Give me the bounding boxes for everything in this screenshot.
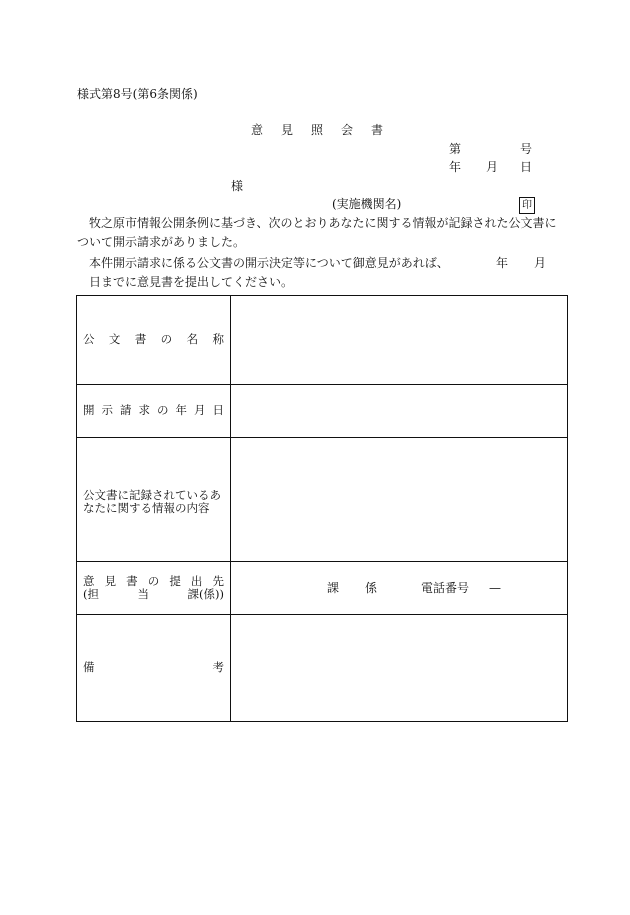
date-month: 月 [486,160,499,174]
label-char: 意 [83,573,95,588]
body-paragraph-2-year: 年 [496,256,509,270]
label-char: 日 [212,403,224,418]
label-char: 当 [137,587,150,601]
document-name-field[interactable] [231,296,568,385]
label-char: の [160,332,173,347]
title-char: 意 [251,123,264,137]
addressee-suffix: 様 [231,179,244,193]
document-title [251,124,383,136]
body-paragraph-2-start: 本件開示請求に係る公文書の開示決定等について御意見があれば、 [89,256,449,270]
label-char: の [157,403,169,418]
label-char: 見 [104,573,117,588]
title-char: 照 [310,123,323,137]
label-char: 開 [83,403,95,418]
label-char: 称 [212,332,224,347]
label-char: 示 [101,403,113,418]
label-char: 考 [212,660,224,675]
table-row [77,385,568,438]
doc-number-suffix: 号 [520,142,533,156]
label-char: 提 [169,573,181,588]
subsection-label: 係 [364,581,377,595]
label-char: 書 [126,573,138,588]
body-paragraph-2-month: 月 [534,256,547,270]
request-date-field[interactable] [231,385,568,438]
document-name-label [77,296,231,385]
label-char: 文 [108,332,121,347]
inquiry-form-table [76,295,568,722]
label-char: 名 [186,332,199,347]
label-char: の [147,573,160,588]
date-day: 日 [520,160,533,174]
label-char: 求 [138,403,150,418]
recorded-info-field[interactable] [231,438,568,562]
label-char: 年 [175,403,187,418]
phone-number-label: 電話番号 [421,581,470,595]
label-char: 書 [134,332,147,347]
label-char: 課(係)) [187,587,224,601]
table-row [77,296,568,385]
label-char: 備 [83,660,95,675]
label-char: 月 [194,403,206,418]
submission-destination-field[interactable] [231,562,568,615]
form-number: 様式第8号(第6条関係) [77,87,198,101]
remarks-label [77,615,231,722]
seal-mark: 印 [519,197,535,214]
remarks-field[interactable] [231,615,568,722]
doc-number-prefix: 第 [449,142,462,156]
label-char: 出 [190,573,203,588]
title-char: 会 [340,123,353,137]
agency-name: (実施機関名) [332,197,402,211]
request-date-label [77,385,231,438]
label-char: 先 [212,573,224,588]
date-year: 年 [449,160,462,174]
table-row [77,615,568,722]
title-char: 見 [280,123,293,137]
table-row [77,562,568,615]
section-label: 課 [326,581,339,595]
label-char: (担 [83,587,99,601]
label-char: 請 [120,403,132,418]
recorded-info-label [77,438,231,562]
recorded-info-label-text: 公文書に記録されているあなたに関する情報の内容 [83,487,221,515]
body-paragraph-2-end: 日までに意見書を提出してください。 [89,275,294,289]
title-char: 書 [370,123,383,137]
phone-dash: — [489,581,502,595]
label-char: 公 [83,332,95,347]
table-row [77,438,568,562]
body-paragraph-1: 牧之原市情報公開条例に基づき、次のとおりあなたに関する情報が記録された公文書について開示請求がありました。 [77,216,557,249]
submission-destination-label [77,562,231,615]
